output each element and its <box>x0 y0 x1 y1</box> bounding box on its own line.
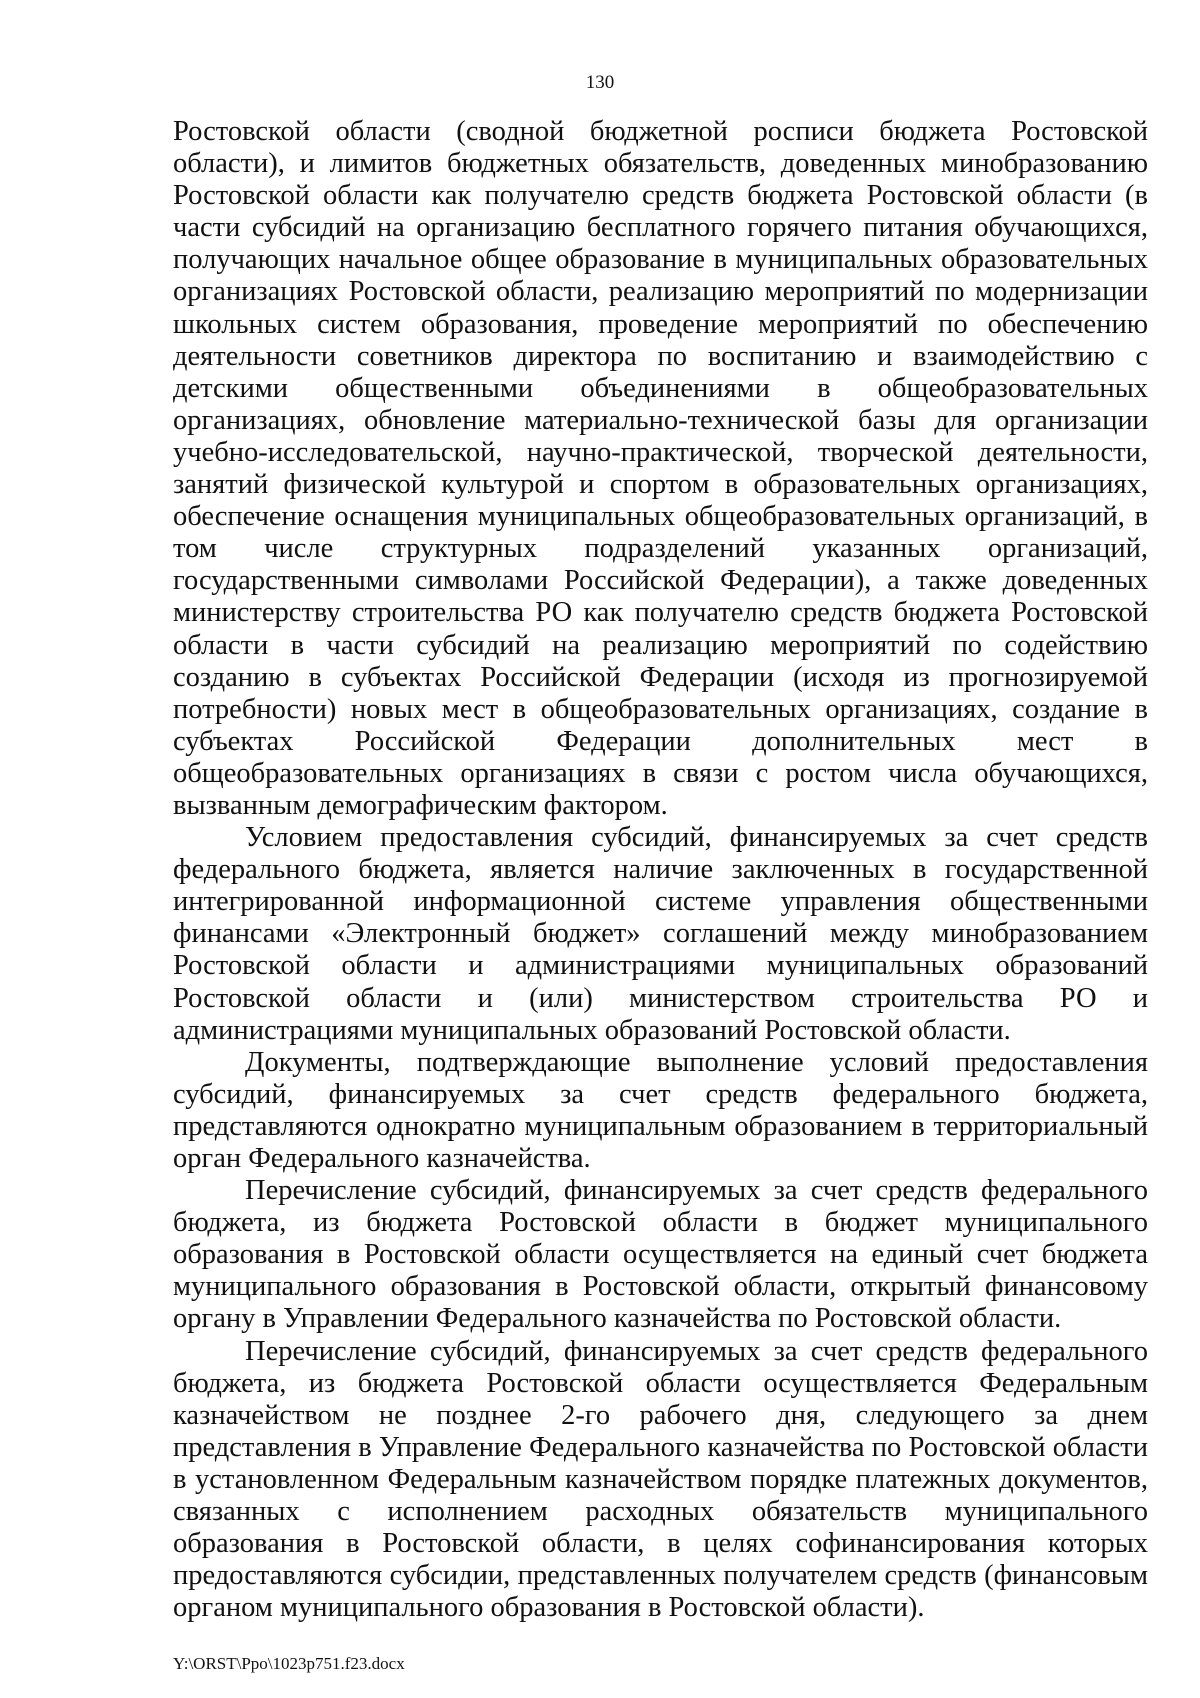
paragraph-transfer-timing: Перечисление субсидий, финансируемых за счет средств федерального бюджета, из бюджета Ростовской области осуществляется Федеральным казначейством не позднее 2-го рабочего дня, следующего за днем представления в Управление Федерального казначейства по Ростовской области в установленном Федеральным казначейством порядке платежных документов, связанных с исполнением расходных обязательств муниципального образования в Ростовской области, в целях софинансирования которых предоставляются субсидии, представленных получателем средств (финансовым органом муниципального образования в Ростовской области). <box>173 1335 1148 1624</box>
paragraph-subsidy-conditions: Условием предоставления субсидий, финансируемых за счет средств федерального бюджета, является наличие заключенных в государственной интегрированной информационной системе управления общественными финансами «Электронный бюджет» соглашений между минобразованием Ростовской области и администрациями муниципальных образований Ростовской области и (или) министерством строительства РО и администрациями муниципальных образований Ростовской области. <box>173 822 1148 1046</box>
page-number: 130 <box>585 72 615 93</box>
paragraph-supporting-documents: Документы, подтверждающие выполнение условий предоставления субсидий, финансируемых за счет средств федерального бюджета, представляются однократно муниципальным образованием в территориальный орган Федерального казначейства. <box>173 1046 1148 1174</box>
paragraph-continuation: Ростовской области (сводной бюджетной росписи бюджета Ростовской области), и лимитов бюджетных обязательств, доведенных минобразованию Ростовской области как получателю средств бюджета Ростовской области (в части субсидий на организацию бесплатного горячего питания обучающихся, получающих начальное общее образование в муниципальных образовательных организациях Ростовской области, реализацию мероприятий по модернизации школьных систем образования, проведение мероприятий по обеспечению деятельности советников директора по воспитанию и взаимодействию с детскими общественными объединениями в общеобразовательных организациях, обновление материально-технической базы для организации учебно-исследовательской, научно-практической, творческой деятельности, занятий физической культурой и спортом в образовательных организациях, обеспечение оснащения муниципальных общеобразовательных организаций, в том числе структурных подразделений указанных организаций, государственными символами Российской Федерации), а также доведенных министерству строительства РО как получателю средств бюджета Ростовской области в части субсидий на реализацию мероприятий по содействию созданию в субъектах Российской Федерации (исходя из прогнозируемой потребности) новых мест в общеобразовательных организациях, создание в субъектах Российской Федерации дополнительных мест в общеобразовательных организациях в связи с ростом числа обучающихся, вызванным демографическим фактором. <box>173 116 1148 821</box>
footer-file-path: Y:\ORST\Ppo\1023p751.f23.docx <box>173 1654 405 1673</box>
paragraph-transfer-account: Перечисление субсидий, финансируемых за счет средств федерального бюджета, из бюджета Ростовской области в бюджет муниципального образования в Ростовской области осуществляется на единый счет бюджета муниципального образования в Ростовской области, открытый финансовому органу в Управлении Федерального казначейства по Ростовской области. <box>173 1175 1148 1335</box>
document-body <box>173 116 1148 1624</box>
